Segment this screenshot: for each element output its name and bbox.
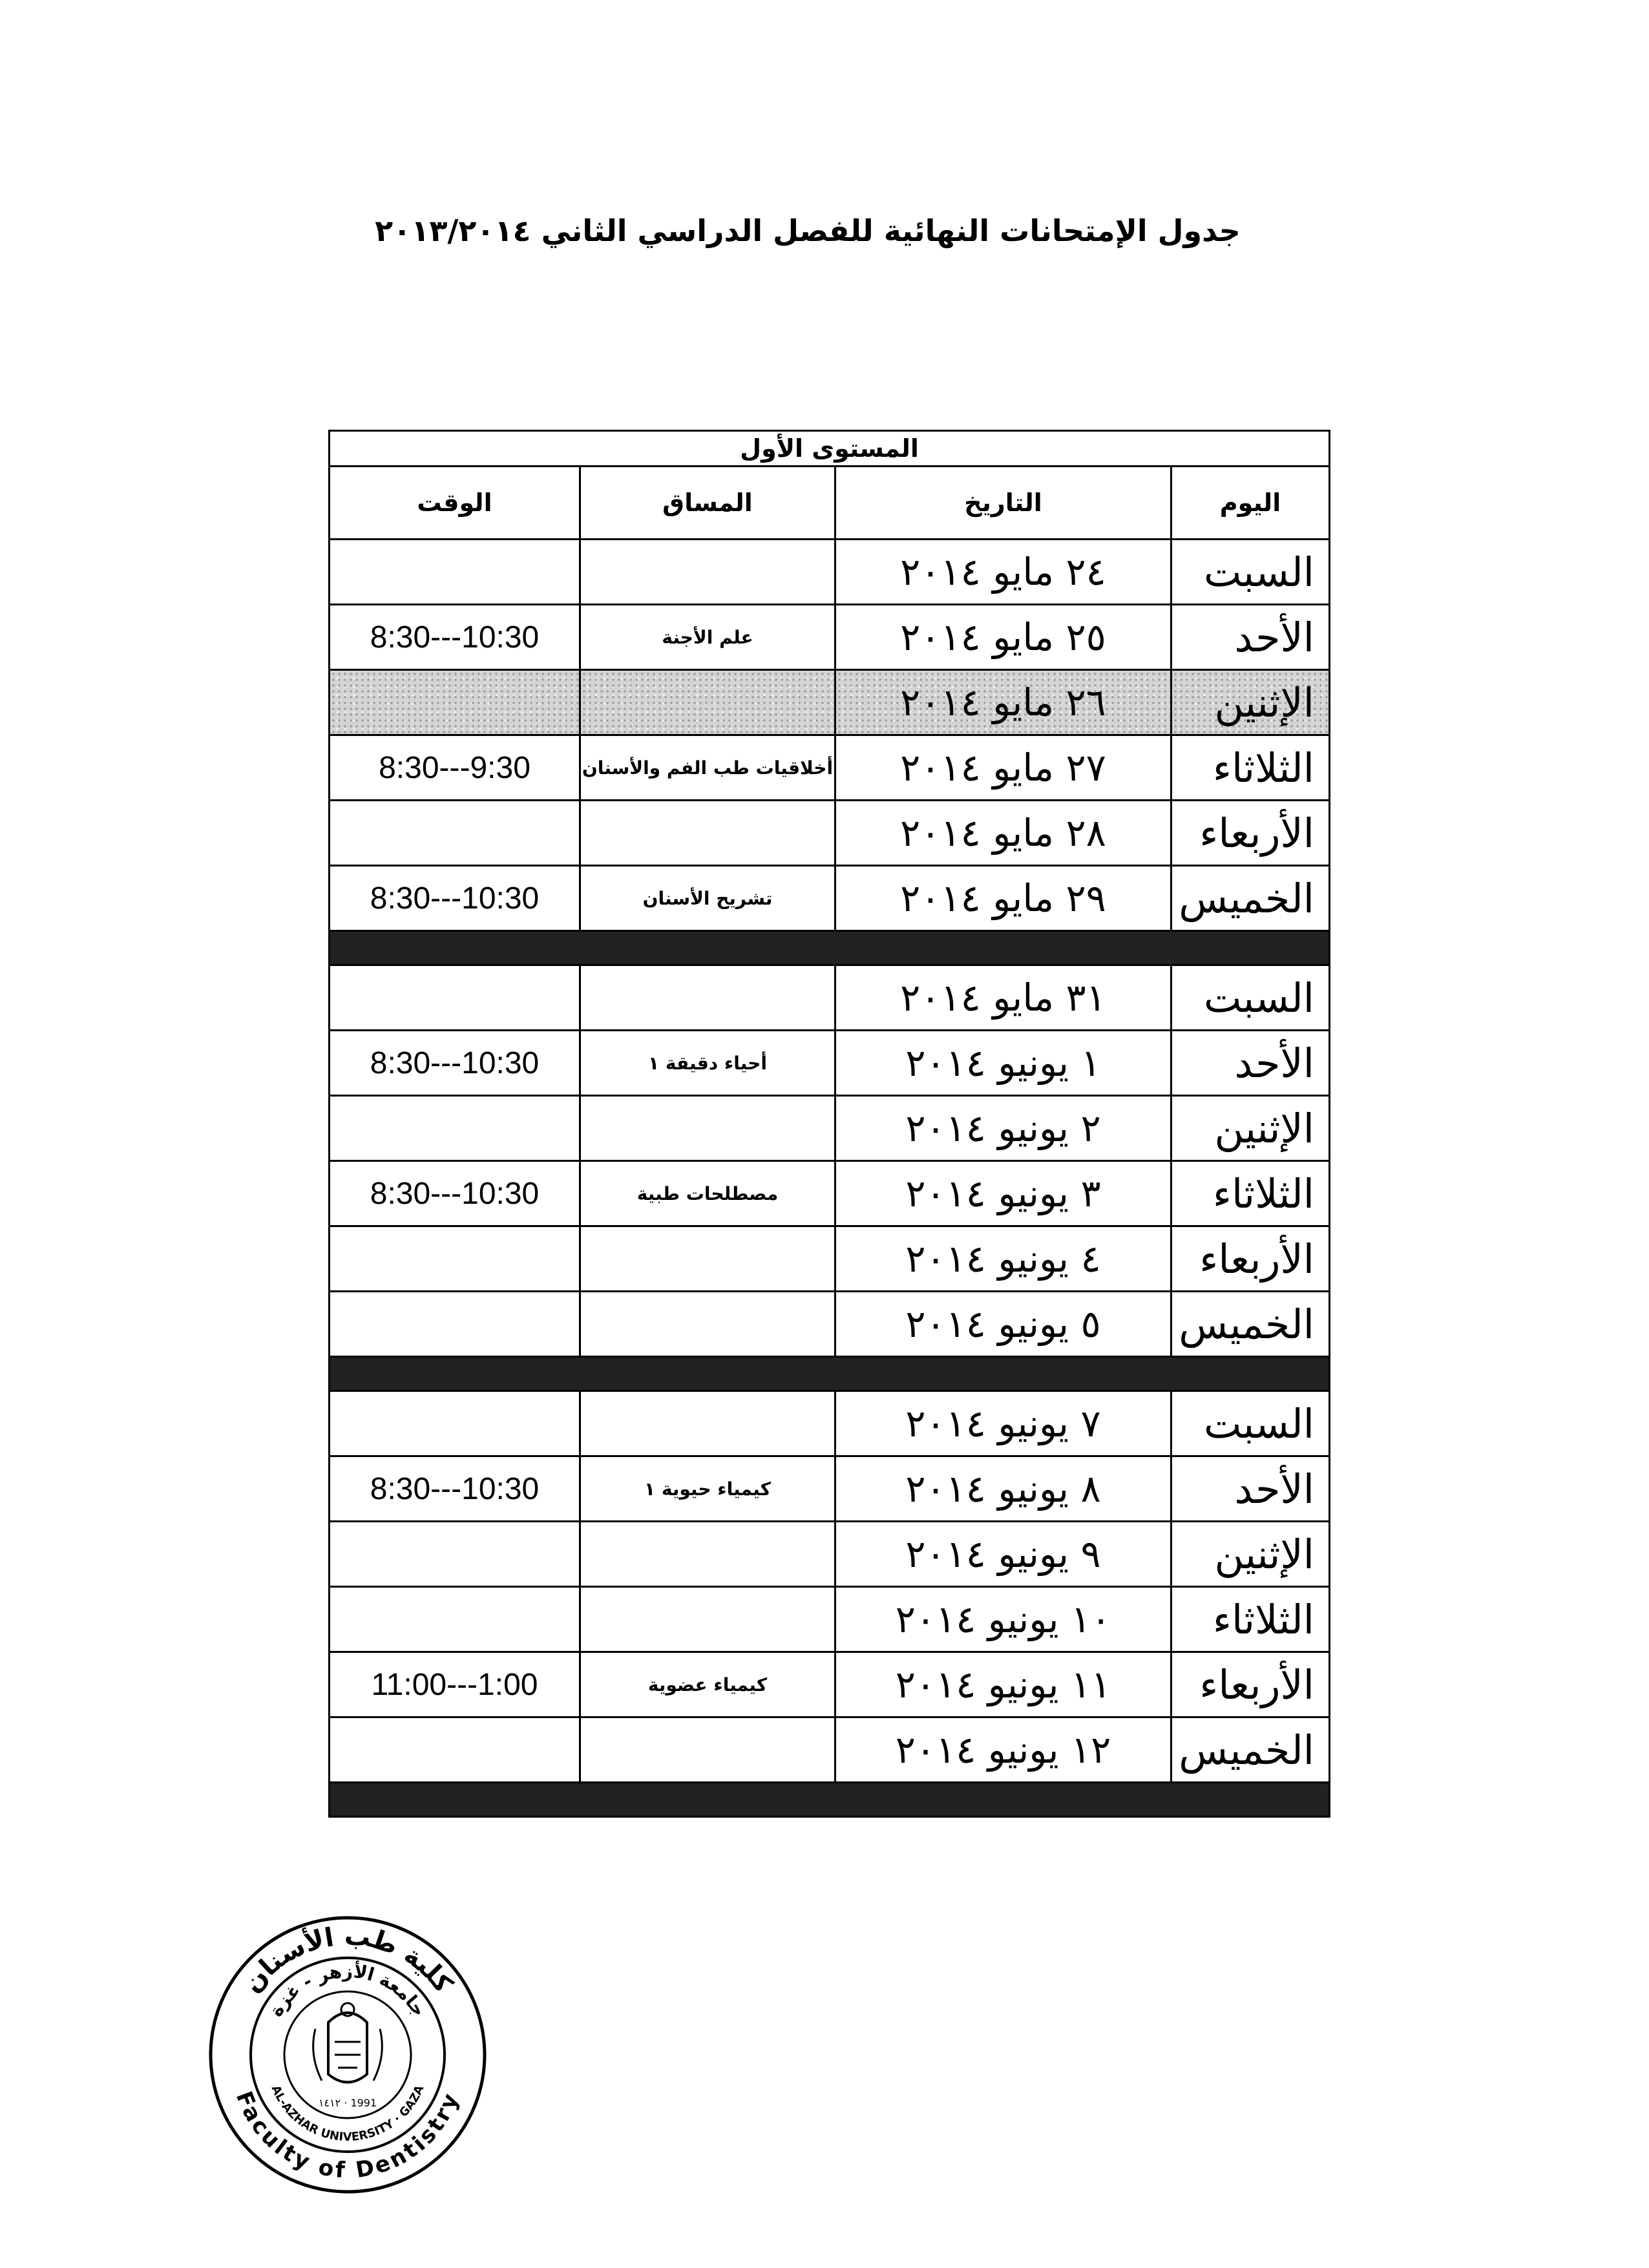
week-separator bbox=[330, 1357, 1330, 1391]
date-cell: ٢٤ مايو ٢٠١٤ bbox=[835, 540, 1171, 605]
day-cell: الإثنين bbox=[1171, 1096, 1330, 1161]
schedule-row bbox=[330, 735, 1330, 801]
time-cell bbox=[330, 670, 580, 735]
course-cell: مصطلحات طبية bbox=[580, 1161, 835, 1226]
schedule-row bbox=[330, 965, 1330, 1031]
date-cell: ١١ يونيو ٢٠١٤ bbox=[835, 1652, 1171, 1717]
course-cell bbox=[580, 1522, 835, 1587]
date-cell: ٩ يونيو ٢٠١٤ bbox=[835, 1522, 1171, 1587]
page-title: جدول الإمتحانات النهائية للفصل الدراسي الثاني ٢٠١٣/٢٠١٤ bbox=[375, 213, 1241, 248]
course-cell bbox=[580, 1391, 835, 1456]
course-cell bbox=[580, 540, 835, 605]
time-cell bbox=[330, 1226, 580, 1292]
course-cell bbox=[580, 1226, 835, 1292]
schedule-row bbox=[330, 540, 1330, 605]
time-cell bbox=[330, 1391, 580, 1456]
week-separator-bar bbox=[330, 1783, 1330, 1817]
day-cell: الخميس bbox=[1171, 866, 1330, 931]
exam-schedule-table bbox=[328, 430, 1330, 1818]
schedule-row bbox=[330, 1456, 1330, 1522]
schedule-row bbox=[330, 1717, 1330, 1783]
time-cell bbox=[330, 965, 580, 1031]
day-cell: الخميس bbox=[1171, 1292, 1330, 1357]
week-separator bbox=[330, 1783, 1330, 1817]
day-cell: السبت bbox=[1171, 1391, 1330, 1456]
time-cell: 8:30---10:30 bbox=[330, 1031, 580, 1096]
date-cell: ٢٥ مايو ٢٠١٤ bbox=[835, 605, 1171, 670]
course-cell: كيمياء عضوية bbox=[580, 1652, 835, 1717]
header-time: الوقت bbox=[330, 467, 580, 540]
date-cell: ٥ يونيو ٢٠١٤ bbox=[835, 1292, 1171, 1357]
course-cell bbox=[580, 670, 835, 735]
seal-emblem bbox=[313, 2003, 383, 2083]
date-cell: ٢٨ مايو ٢٠١٤ bbox=[835, 801, 1171, 866]
day-cell: الأربعاء bbox=[1171, 1652, 1330, 1717]
time-cell bbox=[330, 1587, 580, 1652]
schedule-row bbox=[330, 866, 1330, 931]
date-cell: ٢ يونيو ٢٠١٤ bbox=[835, 1096, 1171, 1161]
course-cell: كيمياء حيوية ١ bbox=[580, 1456, 835, 1522]
schedule-row bbox=[330, 1226, 1330, 1292]
schedule-row bbox=[330, 1652, 1330, 1717]
date-cell: ٣ يونيو ٢٠١٤ bbox=[835, 1161, 1171, 1226]
day-cell: السبت bbox=[1171, 540, 1330, 605]
schedule-row bbox=[330, 1161, 1330, 1226]
time-cell: 8:30---10:30 bbox=[330, 1161, 580, 1226]
day-cell: الأحد bbox=[1171, 1031, 1330, 1096]
time-cell: 8:30---9:30 bbox=[330, 735, 580, 801]
day-cell: الإثنين bbox=[1171, 670, 1330, 735]
schedule-row bbox=[330, 1391, 1330, 1456]
week-separator-bar bbox=[330, 931, 1330, 965]
seal-years: ١٤١٢ · 1991 bbox=[318, 2097, 377, 2109]
schedule-row bbox=[330, 670, 1330, 735]
date-cell: ١ يونيو ٢٠١٤ bbox=[835, 1031, 1171, 1096]
faculty-seal-stamp bbox=[205, 1913, 490, 2197]
course-cell bbox=[580, 1717, 835, 1783]
date-cell: ١٠ يونيو ٢٠١٤ bbox=[835, 1587, 1171, 1652]
time-cell bbox=[330, 1717, 580, 1783]
date-cell: ٨ يونيو ٢٠١٤ bbox=[835, 1456, 1171, 1522]
time-cell: 8:30---10:30 bbox=[330, 866, 580, 931]
time-cell bbox=[330, 1096, 580, 1161]
time-cell bbox=[330, 801, 580, 866]
date-cell: ٢٦ مايو ٢٠١٤ bbox=[835, 670, 1171, 735]
level-header-row bbox=[330, 431, 1330, 467]
time-cell: 11:00---1:00 bbox=[330, 1652, 580, 1717]
time-cell bbox=[330, 1522, 580, 1587]
date-cell: ٢٧ مايو ٢٠١٤ bbox=[835, 735, 1171, 801]
day-cell: السبت bbox=[1171, 965, 1330, 1031]
course-cell bbox=[580, 1587, 835, 1652]
course-cell: تشريح الأسنان bbox=[580, 866, 835, 931]
schedule-row bbox=[330, 1031, 1330, 1096]
seal-english-inner: AL-AZHAR UNIVERSITY · GAZA bbox=[268, 2083, 427, 2145]
header-day: اليوم bbox=[1171, 467, 1330, 540]
seal-arabic-inner: جامعة الأزهر - غزة bbox=[265, 1960, 430, 2021]
header-course: المساق bbox=[580, 467, 835, 540]
day-cell: الخميس bbox=[1171, 1717, 1330, 1783]
day-cell: الأربعاء bbox=[1171, 801, 1330, 866]
date-cell: ٢٩ مايو ٢٠١٤ bbox=[835, 866, 1171, 931]
date-cell: ٣١ مايو ٢٠١٤ bbox=[835, 965, 1171, 1031]
day-cell: الإثنين bbox=[1171, 1522, 1330, 1587]
course-cell bbox=[580, 1096, 835, 1161]
schedule-row bbox=[330, 1292, 1330, 1357]
schedule-row bbox=[330, 1522, 1330, 1587]
week-separator-bar bbox=[330, 1357, 1330, 1391]
time-cell bbox=[330, 1292, 580, 1357]
time-cell: 8:30---10:30 bbox=[330, 605, 580, 670]
schedule-row bbox=[330, 1096, 1330, 1161]
seal-english-outer: Faculty of Dentistry bbox=[230, 2088, 465, 2184]
schedule-row bbox=[330, 801, 1330, 866]
day-cell: الثلاثاء bbox=[1171, 1587, 1330, 1652]
course-cell bbox=[580, 801, 835, 866]
seal-arabic-top: كلية طب الأسنان bbox=[237, 1920, 459, 1999]
course-cell: أخلاقيات طب الفم والأسنان bbox=[580, 735, 835, 801]
date-cell: ١٢ يونيو ٢٠١٤ bbox=[835, 1717, 1171, 1783]
day-cell: الثلاثاء bbox=[1171, 735, 1330, 801]
course-cell bbox=[580, 965, 835, 1031]
course-cell: علم الأجنة bbox=[580, 605, 835, 670]
day-cell: الثلاثاء bbox=[1171, 1161, 1330, 1226]
level-title: المستوى الأول bbox=[330, 431, 1330, 467]
date-cell: ٧ يونيو ٢٠١٤ bbox=[835, 1391, 1171, 1456]
column-header-row bbox=[330, 467, 1330, 540]
week-separator bbox=[330, 931, 1330, 965]
time-cell: 8:30---10:30 bbox=[330, 1456, 580, 1522]
schedule-row bbox=[330, 1587, 1330, 1652]
course-cell: أحياء دقيقة ١ bbox=[580, 1031, 835, 1096]
time-cell bbox=[330, 540, 580, 605]
schedule-row bbox=[330, 605, 1330, 670]
course-cell bbox=[580, 1292, 835, 1357]
date-cell: ٤ يونيو ٢٠١٤ bbox=[835, 1226, 1171, 1292]
day-cell: الأحد bbox=[1171, 605, 1330, 670]
day-cell: الأربعاء bbox=[1171, 1226, 1330, 1292]
header-date: التاريخ bbox=[835, 467, 1171, 540]
day-cell: الأحد bbox=[1171, 1456, 1330, 1522]
